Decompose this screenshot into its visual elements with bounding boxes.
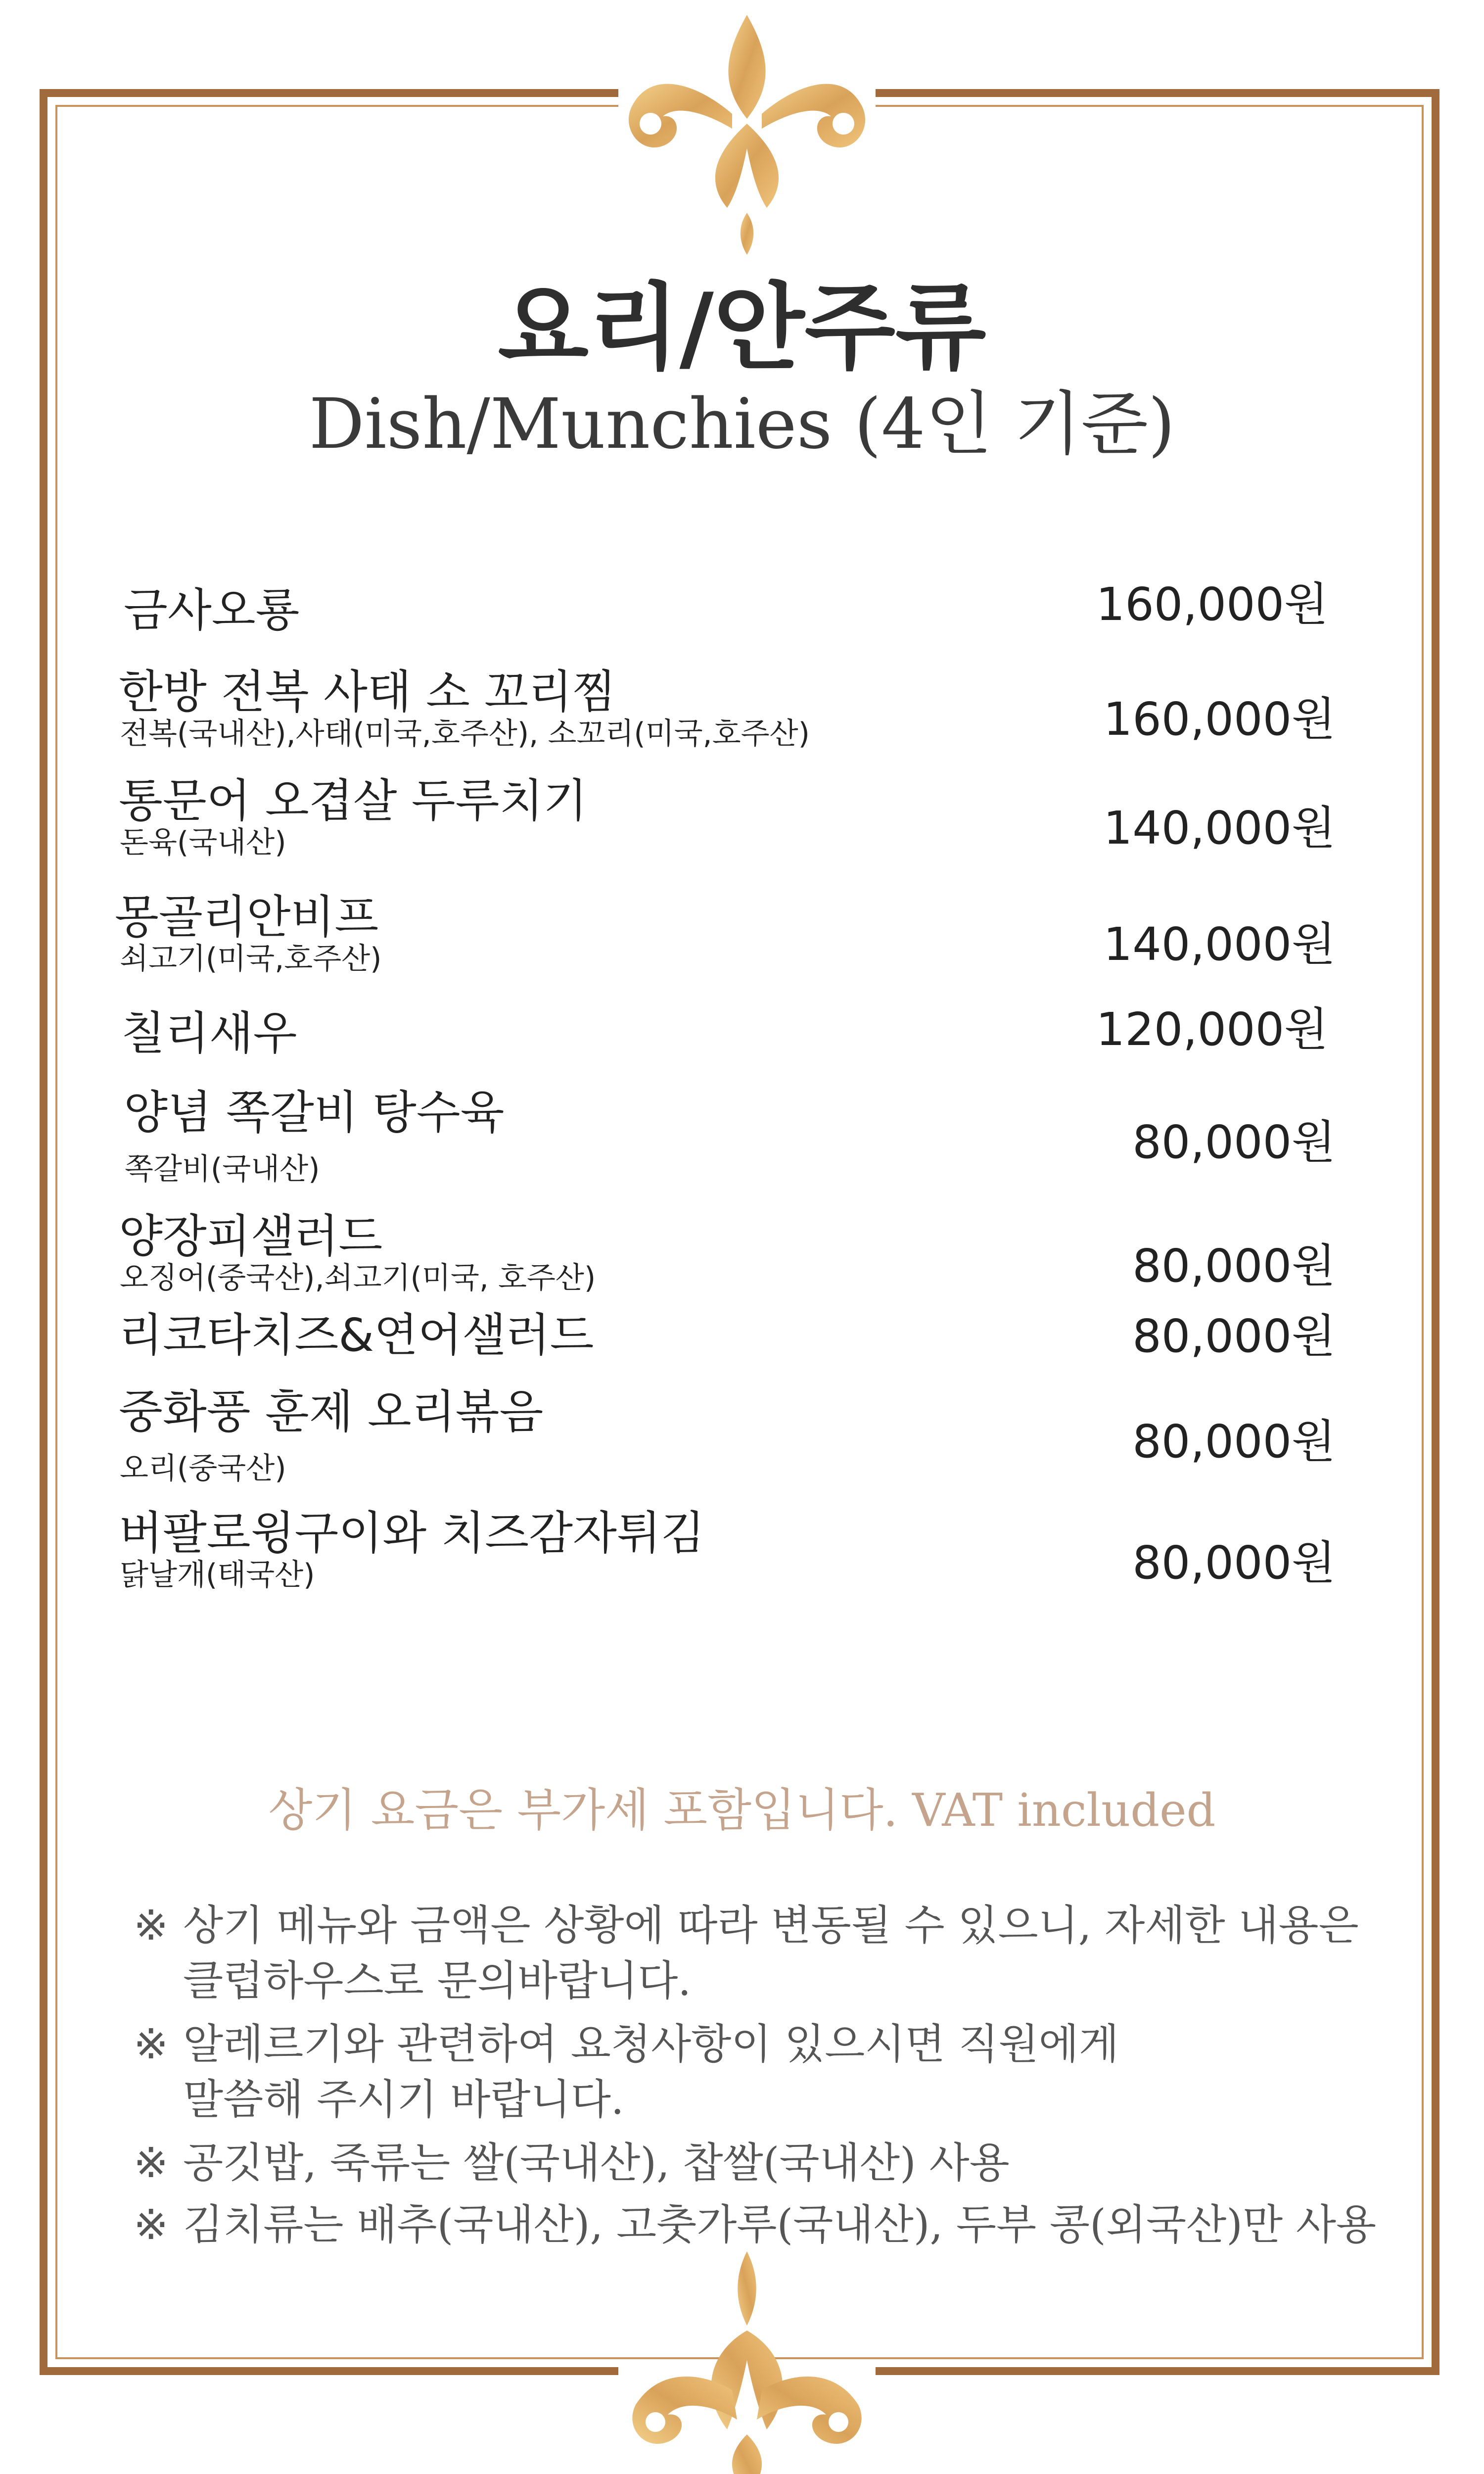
menu-item-name: 버팔로윙구이와 치즈감자튀김 [119,1507,705,1560]
note-mark: ※ [134,1901,169,1950]
ornament-bottom-icon [613,2241,881,2474]
note-item [134,2016,1119,2127]
menu-item-price: 140,000원 [1103,918,1336,971]
menu-item-name: 몽골리안비프 [115,891,379,944]
note-line: 알레르기와 관련하여 요청사항이 있으시면 직원에게 [183,2020,1119,2068]
menu-item-origin: 닭날개(태국산) [120,1558,315,1592]
menu-item-name: 한방 전복 사태 소 꼬리찜 [119,666,616,718]
note-line-continued: 클럽하우스로 문의바랍니다. [183,1956,692,2005]
menu-item-name: 금사오룡 [124,584,300,637]
note-mark: ※ [134,2020,169,2068]
page-subtitle: Dish/Munchies (4인 기준) [309,384,1175,465]
menu-item-name: 통문어 오겹살 두루치기 [119,774,588,827]
menu-item-name: 양념 쪽갈비 탕수육 [124,1086,505,1139]
menu-item-price: 160,000원 [1096,578,1328,631]
menu-item-price: 140,000원 [1103,802,1336,855]
note-line: 상기 메뉴와 금액은 상황에 따라 변동될 수 있으니, 자세한 내용은 [183,1901,1359,1950]
note-mark: ※ [134,2139,169,2187]
menu-item-price: 80,000원 [1132,1310,1336,1363]
menu-item-price: 80,000원 [1132,1536,1336,1589]
menu-item-origin: 쪽갈비(국내산) [125,1152,320,1187]
note-item [134,1898,1359,2008]
menu-item-name: 중화풍 훈제 오리볶음 [119,1385,544,1438]
note-item [134,2197,1376,2252]
note-item [134,2135,1010,2190]
menu-item-origin: 오징어(중국산),쇠고기(미국, 호주산) [120,1261,596,1295]
note-line-continued: 말씀해 주시기 바랍니다. [183,2075,624,2124]
menu-item-price: 80,000원 [1132,1116,1336,1169]
ornament-top-icon [613,0,881,257]
menu-item-price: 160,000원 [1103,693,1336,746]
page-title: 요리/안주류 [498,273,986,382]
menu-item-price: 120,000원 [1096,1003,1328,1056]
menu-item-origin: 돈육(국내산) [120,825,286,860]
menu-item-price: 80,000원 [1132,1239,1336,1292]
vat-notice: 상기 요금은 부가세 포함입니다. VAT included [268,1784,1216,1837]
menu-item-name: 양장피샐러드 [119,1210,383,1263]
menu-item-origin: 오리(중국산) [120,1451,286,1486]
menu-item-name: 리코타치즈&연어샐러드 [119,1309,594,1362]
note-line: 공깃밥, 죽류는 쌀(국내산), 찹쌀(국내산) 사용 [183,2139,1010,2187]
note-line: 김치류는 배추(국내산), 고춧가루(국내산), 두부 콩(외국산)만 사용 [183,2200,1377,2249]
menu-item-origin: 쇠고기(미국,호주산) [120,942,382,976]
note-mark: ※ [134,2200,169,2249]
menu-item-price: 80,000원 [1132,1415,1336,1468]
menu-item-origin: 전복(국내산),사태(미국,호주산), 소꼬리(미국,호주산) [120,716,810,751]
menu-item-name: 칠리새우 [121,1007,297,1060]
